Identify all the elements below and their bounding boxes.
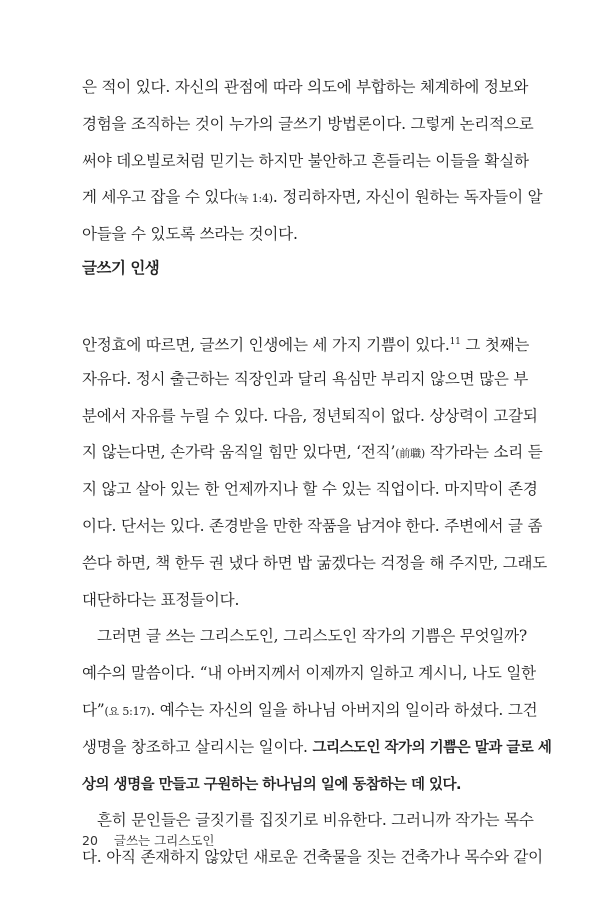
paragraph-1: [82, 69, 543, 253]
text-segment: 생명을 창조하고 살리시는 일이다.: [82, 737, 313, 756]
paragraph-2: [82, 324, 552, 876]
text-line: 예수의 말씀이다. “내 아버지께서 이제까지 일하고 계시니, 나도 일한: [82, 664, 536, 683]
text-line: 경험을 조직하는 것이 누가의 글쓰기 방법론이다. 그렇게 논리적으로: [82, 114, 534, 133]
text-segment: 안정효에 따르면, 글쓰기 인생에는 세 가지 기쁨이 있다.: [82, 336, 450, 354]
text-line: [82, 434, 543, 471]
text-segment: . 정리하자면, 자신이 원하는 독자들이 알: [272, 188, 543, 207]
running-title: 글쓰는 그리스도인: [113, 833, 215, 848]
text-segment: 작가라는 소리 듣: [424, 443, 543, 462]
text-line: 대단하다는 표정들이다.: [82, 590, 240, 609]
text-line: 쓴다 하면, 책 한두 권 냈다 하면 밥 굶겠다는 걱정을 해 주지만, 그래도: [82, 553, 548, 572]
scripture-reference: (요 5:17): [104, 704, 151, 718]
text-segment: 그 첫째는: [460, 336, 530, 354]
text-line: 지 않고 살아 있는 한 언제까지나 할 수 있는 직업이다. 마지막이 존경: [82, 480, 538, 499]
hanja-annotation: (前職): [395, 447, 425, 461]
text-segment: 게 세우고 잡을 수 있다: [82, 188, 234, 207]
emphasized-text: 상의 생명을 만들고 구원하는 하나님의 일에 동참하는 데 있다.: [82, 776, 462, 793]
text-line: 자유다. 정시 출근하는 직장인과 달리 욕심만 부리지 않으면 많은 부: [82, 369, 529, 388]
text-line: 흔히 문인들은 글짓기를 집짓기로 비유한다. 그러니까 작가는 목수: [97, 811, 534, 830]
page-footer: [82, 831, 214, 849]
text-line: 그러면 글 쓰는 그리스도인, 그리스도인 작가의 기쁨은 무엇일까?: [97, 627, 528, 646]
text-line: [82, 692, 538, 729]
text-segment: 다”: [82, 700, 105, 719]
footnote-marker: 11: [449, 337, 461, 347]
page-number: 20: [82, 833, 98, 848]
text-segment: . 예수는 자신의 일을 하나님 아버지의 일이라 하셨다. 그건: [150, 700, 538, 719]
text-line: [82, 766, 519, 803]
text-segment: 지 않는다면, 손가락 움직일 힘만 있다면, ‘전직’: [82, 443, 396, 462]
text-line: 은 적이 있다. 자신의 관점에 따라 의도에 부합하는 체계하에 정보와: [82, 78, 529, 96]
section-heading: 글쓰기 인생: [82, 259, 160, 277]
scripture-reference: (눅 1:4): [233, 192, 273, 206]
emphasized-text: 그리스도인 작가의 기쁨은 말과 글로 세: [312, 739, 552, 756]
text-line: 써야 데오빌로처럼 믿기는 하지만 불안하고 흔들리는 이들을 확실하: [82, 151, 529, 170]
text-line: [82, 179, 543, 216]
text-line: 다. 아직 존재하지 않았던 새로운 건축물을 짓는 건축가나 목수와 같이: [82, 848, 543, 867]
text-line: 아들을 수 있도록 쓰라는 것이다.: [82, 225, 298, 244]
text-line: [82, 324, 530, 361]
text-line: [82, 729, 552, 766]
text-line: 분에서 자유를 누릴 수 있다. 다음, 정년퇴직이 없다. 상상력이 고갈되: [82, 406, 538, 425]
text-line: 이다. 단서는 있다. 존경받을 만한 작품을 남겨야 한다. 주변에서 글 좀: [82, 516, 543, 535]
